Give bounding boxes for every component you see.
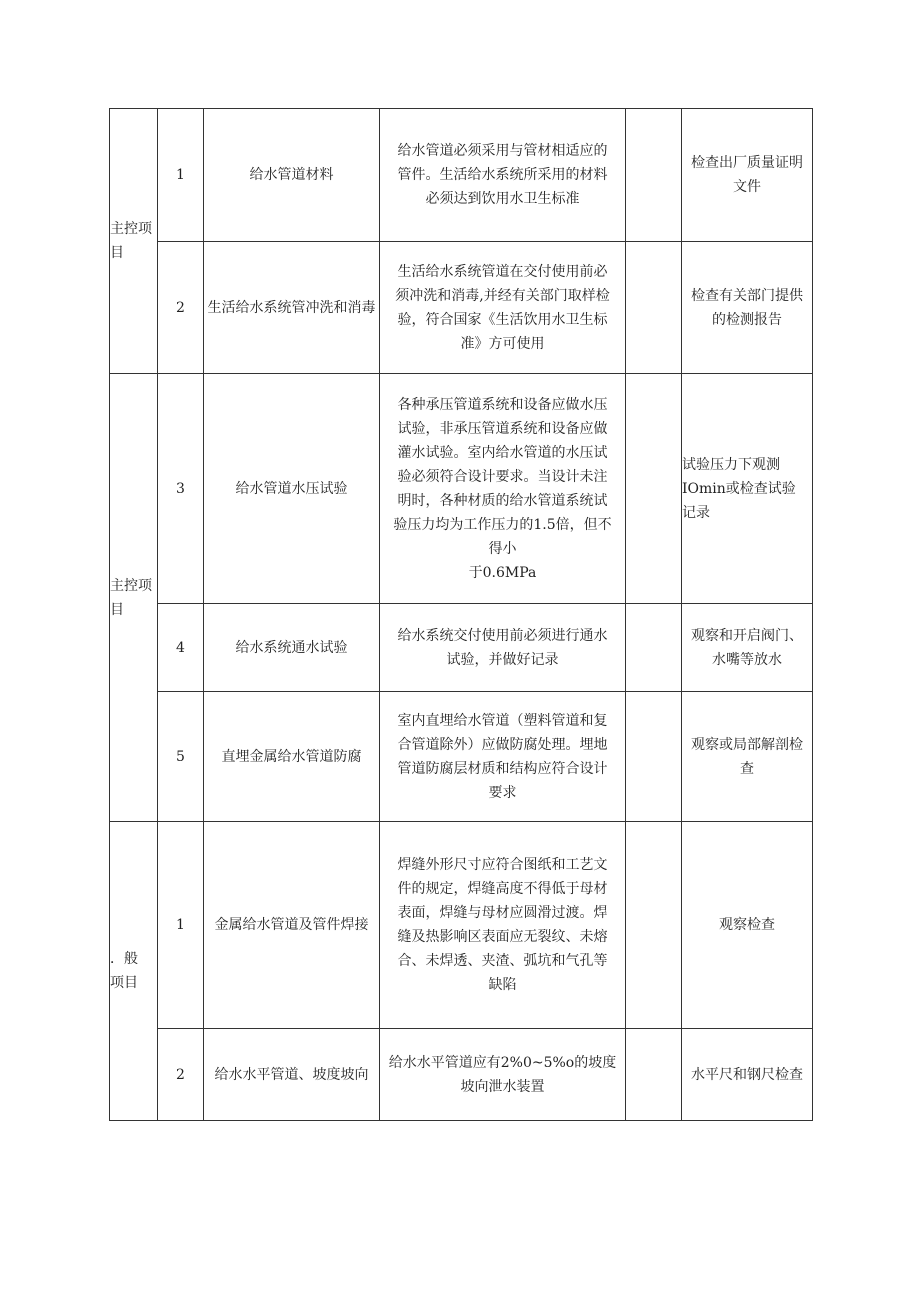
row-number: 4: [158, 604, 204, 692]
method-cell: 检查出厂质量证明 文件: [682, 109, 813, 242]
category-cell: ．般 项目: [110, 822, 158, 1121]
blank-cell: [626, 109, 682, 242]
table-row: [110, 374, 813, 604]
requirement-cell: 生活给水系统管道在交付使用前必 须冲洗和消毒,并经有关部门取样检 验，符合国家《生活饮用水卫生标 准》方可使用: [380, 242, 626, 374]
table-row: [110, 1029, 813, 1121]
blank-cell: [626, 1029, 682, 1121]
requirement-cell: 焊缝外形尺寸应符合图纸和工艺文 件的规定，焊缝高度不得低于母材 表面，焊缝与母材应圆滑过渡。焊 缝及热影响区表面应无裂纹、未熔 合、未焊透、夹渣、弧坑和气孔等 缺陷: [380, 822, 626, 1029]
item-name: 生活给水系统管冲洗和消毒: [204, 242, 380, 374]
table-row: [110, 242, 813, 374]
row-number: 1: [158, 822, 204, 1029]
blank-cell: [626, 692, 682, 822]
requirement-cell: 各种承压管道系统和设备应做水压 试验，非承压管道系统和设备应做 灌水试验。室内给水管道的水压试 验必须符合设计要求。当设计未注 明时，各种材质的给水管道系统试 验压力均为工作压力的1.5倍，但不 得小 于0.6MPa: [380, 374, 626, 604]
row-number: 2: [158, 1029, 204, 1121]
requirement-cell: 室内直埋给水管道（塑料管道和复 合管道除外）应做防腐处理。埋地 管道防腐层材质和结构应符合设计 要求: [380, 692, 626, 822]
method-cell: 观察检查: [682, 822, 813, 1029]
item-name: 给水管道水压试验: [204, 374, 380, 604]
category-cell: 主控项 目: [110, 374, 158, 822]
method-cell: 试验压力下观测 IOmin或检查试验 记录: [682, 374, 813, 604]
requirement-cell: 给水系统交付使用前必须进行通水 试验，并做好记录: [380, 604, 626, 692]
blank-cell: [626, 604, 682, 692]
row-number: 3: [158, 374, 204, 604]
item-name: 直埋金属给水管道防腐: [204, 692, 380, 822]
category-cell: 主控项 目: [110, 109, 158, 374]
inspection-table: [109, 108, 813, 1121]
item-name: 给水系统通水试验: [204, 604, 380, 692]
table-row: [110, 692, 813, 822]
method-cell: 观察和开启阀门、 水嘴等放水: [682, 604, 813, 692]
table-row: [110, 109, 813, 242]
requirement-cell: 给水管道必须采用与管材相适应的 管件。生活给水系统所采用的材料 必须达到饮用水卫生标准: [380, 109, 626, 242]
blank-cell: [626, 822, 682, 1029]
item-name: 金属给水管道及管件焊接: [204, 822, 380, 1029]
method-cell: 检查有关部门提供 的检测报告: [682, 242, 813, 374]
item-name: 给水水平管道、坡度坡向: [204, 1029, 380, 1121]
method-cell: 水平尺和钢尺检查: [682, 1029, 813, 1121]
row-number: 5: [158, 692, 204, 822]
blank-cell: [626, 242, 682, 374]
blank-cell: [626, 374, 682, 604]
table-row: [110, 822, 813, 1029]
method-cell: 观察或局部解剖检 查: [682, 692, 813, 822]
row-number: 2: [158, 242, 204, 374]
table-row: [110, 604, 813, 692]
item-name: 给水管道材料: [204, 109, 380, 242]
requirement-cell: 给水水平管道应有2%0~5%o的坡度 坡向泄水装置: [380, 1029, 626, 1121]
row-number: 1: [158, 109, 204, 242]
